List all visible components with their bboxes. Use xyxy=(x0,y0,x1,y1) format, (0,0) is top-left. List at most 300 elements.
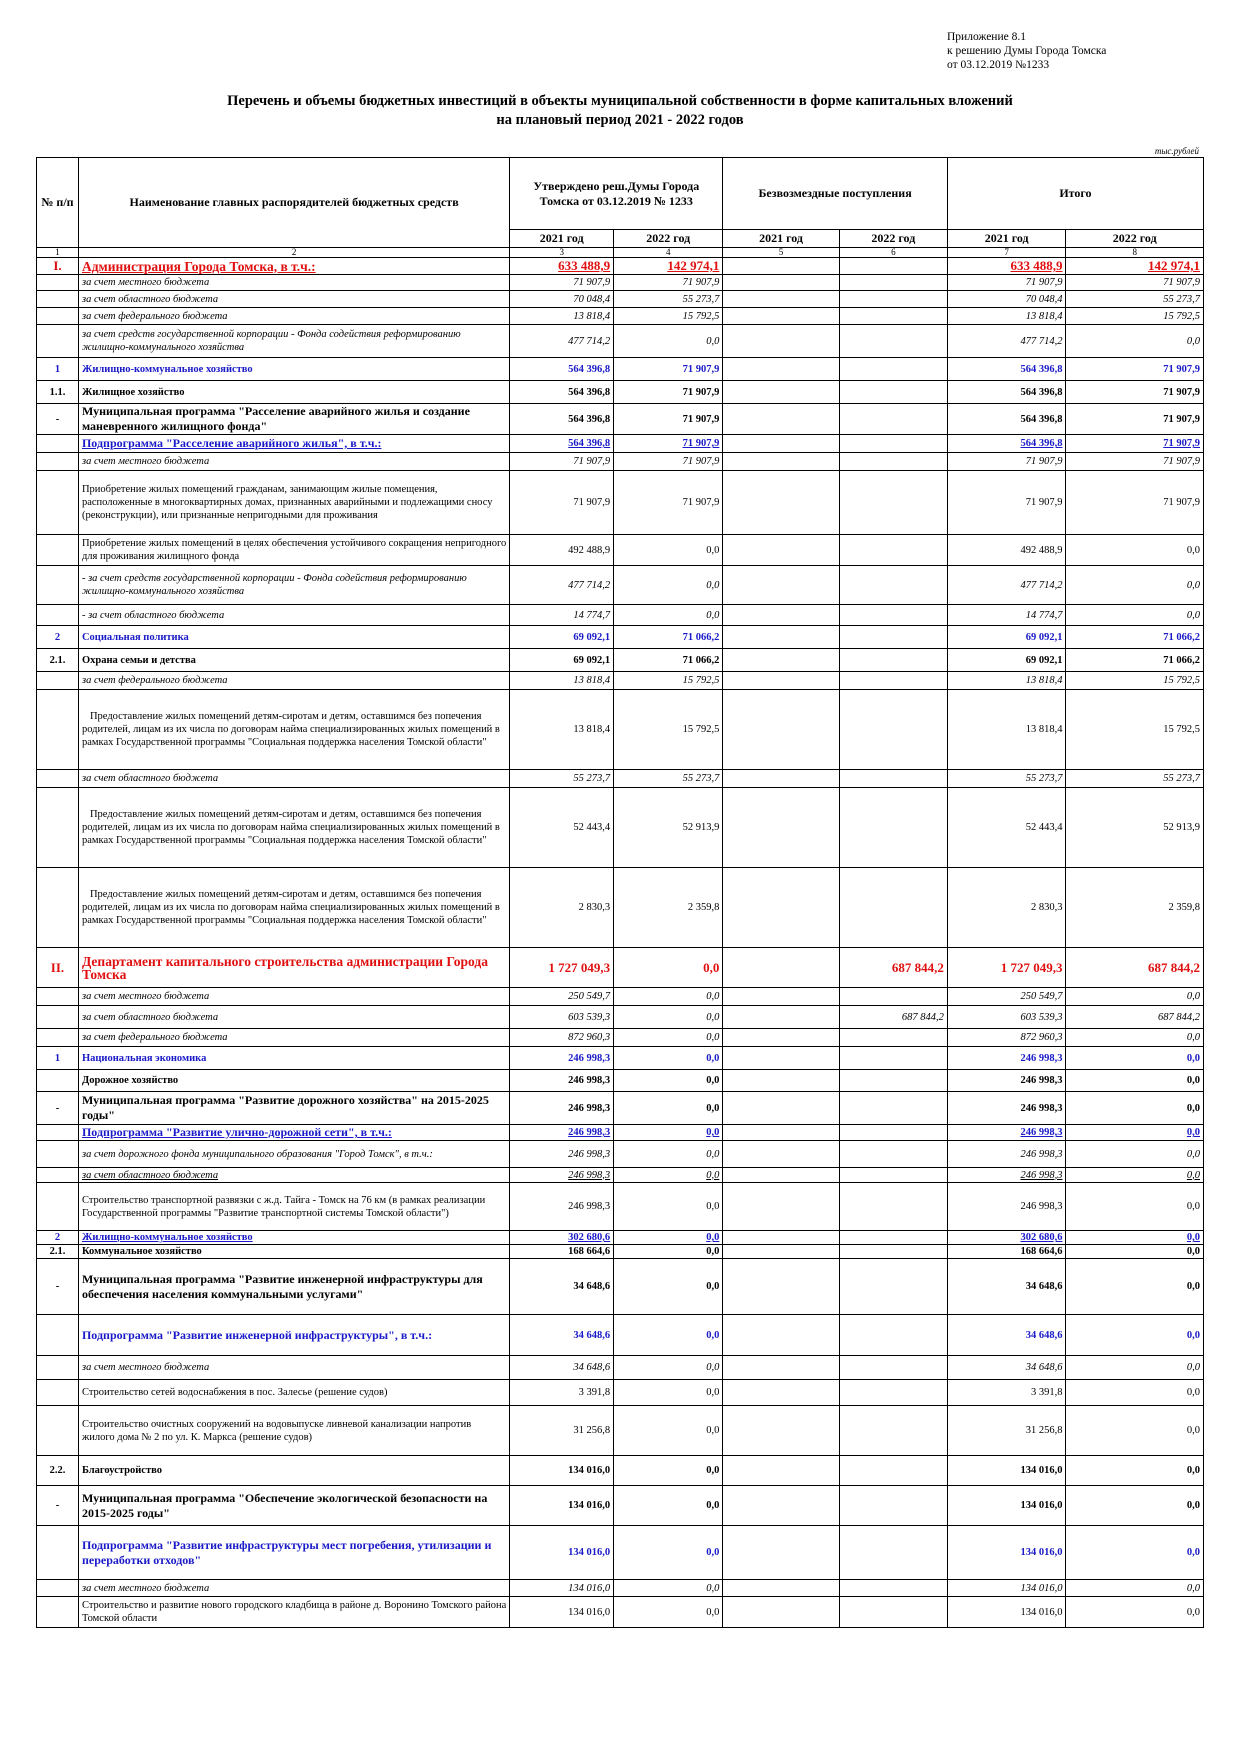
row-value xyxy=(839,381,947,404)
row-number: 2.1. xyxy=(37,1245,79,1259)
row-value xyxy=(723,1125,839,1141)
row-value xyxy=(839,471,947,535)
row-value: 15 792,5 xyxy=(614,690,723,770)
row-value: 71 907,9 xyxy=(614,453,723,471)
row-number xyxy=(37,1380,79,1406)
table-row xyxy=(37,1029,1204,1047)
row-number xyxy=(37,1356,79,1380)
row-value: 71 907,9 xyxy=(614,471,723,535)
row-value: 69 092,1 xyxy=(510,649,614,672)
row-value: 687 844,2 xyxy=(1066,948,1204,988)
table-row xyxy=(37,948,1204,988)
row-value xyxy=(723,1168,839,1183)
row-name: за счет местного бюджета xyxy=(78,275,509,291)
row-value: 71 907,9 xyxy=(947,275,1066,291)
column-index: 1 xyxy=(37,248,79,258)
row-value xyxy=(839,435,947,453)
row-number: 2 xyxy=(37,626,79,649)
row-value xyxy=(839,308,947,325)
row-value: 302 680,6 xyxy=(510,1231,614,1245)
row-name: за счет местного бюджета xyxy=(78,988,509,1006)
row-value xyxy=(839,291,947,308)
row-value xyxy=(723,453,839,471)
row-name: за счет местного бюджета xyxy=(78,1580,509,1597)
row-value: 71 907,9 xyxy=(510,453,614,471)
row-value: 2 359,8 xyxy=(614,868,723,948)
row-value: 2 830,3 xyxy=(947,868,1066,948)
row-value: 55 273,7 xyxy=(947,770,1066,788)
table-row xyxy=(37,1141,1204,1168)
row-value: 134 016,0 xyxy=(947,1456,1066,1486)
row-name: Приобретение жилых помещений гражданам, занимающим жилые помещения, расположенные в многоквартирных домах, признанных аварийными и подлежащими сносу (реконструкции), или признанные непригодными для проживания xyxy=(78,471,509,535)
row-value xyxy=(839,404,947,435)
table-row xyxy=(37,535,1204,566)
header-year: 2021 год xyxy=(947,230,1066,248)
row-value: 246 998,3 xyxy=(510,1092,614,1125)
row-name: - за счет областного бюджета xyxy=(78,605,509,626)
row-name: Подпрограмма "Развитие улично-дорожной сети", в т.ч.: xyxy=(78,1125,509,1141)
row-value: 246 998,3 xyxy=(947,1125,1066,1141)
row-value: 0,0 xyxy=(1066,1125,1204,1141)
row-value: 0,0 xyxy=(614,948,723,988)
table-row xyxy=(37,308,1204,325)
row-value xyxy=(839,1597,947,1628)
row-name: Департамент капитального строительства администрации Города Томска xyxy=(78,948,509,988)
row-value xyxy=(723,1406,839,1456)
row-number xyxy=(37,471,79,535)
row-value: 633 488,9 xyxy=(947,258,1066,275)
row-value: 0,0 xyxy=(614,1125,723,1141)
table-row xyxy=(37,605,1204,626)
row-value: 1 727 049,3 xyxy=(947,948,1066,988)
row-value: 134 016,0 xyxy=(947,1580,1066,1597)
row-number xyxy=(37,605,79,626)
header-year: 2021 год xyxy=(723,230,839,248)
row-value: 302 680,6 xyxy=(947,1231,1066,1245)
table-row xyxy=(37,471,1204,535)
row-value xyxy=(839,1029,947,1047)
row-value: 71 066,2 xyxy=(614,626,723,649)
row-value: 13 818,4 xyxy=(947,690,1066,770)
row-number xyxy=(37,1125,79,1141)
row-value: 0,0 xyxy=(1066,1526,1204,1580)
table-row xyxy=(37,1006,1204,1029)
row-value: 0,0 xyxy=(614,1315,723,1356)
header-grants: Безвозмездные поступления xyxy=(723,158,948,230)
row-name: Строительство очистных сооружений на водовыпуске ливневой канализации напротив жилого дома № 2 по ул. К. Маркса (решение судов) xyxy=(78,1406,509,1456)
row-number xyxy=(37,291,79,308)
row-number xyxy=(37,788,79,868)
row-value: 0,0 xyxy=(614,1597,723,1628)
header-total: Итого xyxy=(947,158,1203,230)
row-value: 246 998,3 xyxy=(947,1183,1066,1231)
row-value: 564 396,8 xyxy=(510,404,614,435)
row-value: 71 907,9 xyxy=(614,381,723,404)
row-value: 71 907,9 xyxy=(947,453,1066,471)
row-value: 142 974,1 xyxy=(1066,258,1204,275)
row-value: 0,0 xyxy=(614,1070,723,1092)
row-value: 0,0 xyxy=(614,1141,723,1168)
row-value xyxy=(839,453,947,471)
row-value xyxy=(723,690,839,770)
row-value xyxy=(839,1380,947,1406)
row-value: 564 396,8 xyxy=(510,381,614,404)
row-value xyxy=(839,988,947,1006)
row-value: 55 273,7 xyxy=(614,770,723,788)
row-name: Дорожное хозяйство xyxy=(78,1070,509,1092)
row-value: 15 792,5 xyxy=(1066,672,1204,690)
row-value: 0,0 xyxy=(1066,605,1204,626)
table-row xyxy=(37,258,1204,275)
row-number xyxy=(37,690,79,770)
row-value xyxy=(839,1070,947,1092)
row-value xyxy=(723,605,839,626)
row-number: - xyxy=(37,1486,79,1526)
row-value xyxy=(723,788,839,868)
table-row xyxy=(37,1125,1204,1141)
row-value: 250 549,7 xyxy=(947,988,1066,1006)
row-value xyxy=(839,1486,947,1526)
row-number xyxy=(37,566,79,605)
row-value: 15 792,5 xyxy=(1066,690,1204,770)
row-value: 0,0 xyxy=(1066,1315,1204,1356)
row-value: 71 907,9 xyxy=(614,435,723,453)
table-row xyxy=(37,788,1204,868)
row-name: Жилищное хозяйство xyxy=(78,381,509,404)
row-number xyxy=(37,988,79,1006)
row-value xyxy=(839,672,947,690)
row-value: 246 998,3 xyxy=(947,1070,1066,1092)
table-row xyxy=(37,626,1204,649)
row-value: 246 998,3 xyxy=(510,1168,614,1183)
table-row xyxy=(37,988,1204,1006)
row-value: 0,0 xyxy=(614,1183,723,1231)
row-value: 0,0 xyxy=(1066,1168,1204,1183)
row-value: 0,0 xyxy=(1066,1580,1204,1597)
row-value: 246 998,3 xyxy=(947,1047,1066,1070)
row-value: 15 792,5 xyxy=(1066,308,1204,325)
table-row xyxy=(37,1356,1204,1380)
row-value: 0,0 xyxy=(614,1245,723,1259)
row-value: 71 066,2 xyxy=(1066,649,1204,672)
row-value xyxy=(839,535,947,566)
row-value: 0,0 xyxy=(1066,1092,1204,1125)
row-value: 0,0 xyxy=(1066,1380,1204,1406)
row-name: Жилищно-коммунальное хозяйство xyxy=(78,358,509,381)
row-name: - за счет средств государственной корпорации - Фонда содействия реформированию жилищно-коммунального хозяйства xyxy=(78,566,509,605)
row-value: 0,0 xyxy=(614,1259,723,1315)
row-value: 246 998,3 xyxy=(510,1070,614,1092)
row-number: 2.1. xyxy=(37,649,79,672)
table-row xyxy=(37,1070,1204,1092)
table-row xyxy=(37,1580,1204,1597)
row-value: 687 844,2 xyxy=(839,948,947,988)
row-value xyxy=(723,1141,839,1168)
row-number: 2.2. xyxy=(37,1456,79,1486)
table-row xyxy=(37,1047,1204,1070)
table-row xyxy=(37,1526,1204,1580)
row-name: Строительство сетей водоснабжения в пос. Залесье (решение судов) xyxy=(78,1380,509,1406)
row-value: 0,0 xyxy=(614,1231,723,1245)
row-number xyxy=(37,435,79,453)
row-name: Муниципальная программа "Развитие дорожного хозяйства" на 2015-2025 годы" xyxy=(78,1092,509,1125)
row-value: 477 714,2 xyxy=(510,566,614,605)
row-value xyxy=(723,1456,839,1486)
row-value: 564 396,8 xyxy=(510,435,614,453)
column-index: 5 xyxy=(723,248,839,258)
document-title xyxy=(90,92,1150,130)
row-value xyxy=(723,1356,839,1380)
table-row xyxy=(37,275,1204,291)
table-row xyxy=(37,1315,1204,1356)
row-value: 0,0 xyxy=(614,1486,723,1526)
row-value: 71 907,9 xyxy=(614,358,723,381)
row-value: 71 907,9 xyxy=(1066,358,1204,381)
row-value xyxy=(839,1092,947,1125)
row-number xyxy=(37,325,79,358)
row-value: 71 907,9 xyxy=(1066,404,1204,435)
row-value xyxy=(723,435,839,453)
row-value xyxy=(723,1029,839,1047)
table-body xyxy=(37,258,1204,1628)
row-value xyxy=(723,1486,839,1526)
row-number xyxy=(37,1183,79,1231)
row-value: 2 830,3 xyxy=(510,868,614,948)
row-value xyxy=(839,1231,947,1245)
row-value: 477 714,2 xyxy=(947,325,1066,358)
row-number xyxy=(37,1406,79,1456)
row-value: 71 066,2 xyxy=(1066,626,1204,649)
row-value: 0,0 xyxy=(1066,1245,1204,1259)
table-row xyxy=(37,1231,1204,1245)
row-value xyxy=(723,1380,839,1406)
row-value xyxy=(723,868,839,948)
row-value xyxy=(839,690,947,770)
row-value xyxy=(723,381,839,404)
row-value: 71 907,9 xyxy=(947,471,1066,535)
row-value: 492 488,9 xyxy=(947,535,1066,566)
row-name: Муниципальная программа "Расселение аварийного жилья и создание маневренного жилищного фонда" xyxy=(78,404,509,435)
row-value xyxy=(723,1183,839,1231)
row-number xyxy=(37,275,79,291)
header-num: № п/п xyxy=(37,158,79,248)
appendix-line-3: от 03.12.2019 №1233 xyxy=(947,59,1050,71)
row-value: 246 998,3 xyxy=(947,1092,1066,1125)
row-value: 0,0 xyxy=(614,1580,723,1597)
row-value: 246 998,3 xyxy=(947,1168,1066,1183)
table-row xyxy=(37,1168,1204,1183)
table-row xyxy=(37,1245,1204,1259)
row-name: Коммунальное хозяйство xyxy=(78,1245,509,1259)
row-value: 0,0 xyxy=(1066,535,1204,566)
row-value xyxy=(723,1580,839,1597)
row-value xyxy=(723,308,839,325)
row-value: 477 714,2 xyxy=(947,566,1066,605)
row-value: 134 016,0 xyxy=(510,1597,614,1628)
row-value xyxy=(839,626,947,649)
row-value: 687 844,2 xyxy=(1066,1006,1204,1029)
header-name: Наименование главных распорядителей бюджетных средств xyxy=(78,158,509,248)
row-number xyxy=(37,770,79,788)
row-value xyxy=(839,1406,947,1456)
row-value xyxy=(723,258,839,275)
column-index: 2 xyxy=(78,248,509,258)
row-value: 0,0 xyxy=(1066,1456,1204,1486)
row-value: 134 016,0 xyxy=(510,1456,614,1486)
row-number xyxy=(37,1029,79,1047)
row-value xyxy=(723,566,839,605)
row-value: 134 016,0 xyxy=(947,1486,1066,1526)
table-row xyxy=(37,1406,1204,1456)
row-value: 0,0 xyxy=(1066,1141,1204,1168)
column-index: 6 xyxy=(839,248,947,258)
row-value xyxy=(723,1597,839,1628)
row-value: 0,0 xyxy=(614,1380,723,1406)
row-value: 134 016,0 xyxy=(510,1580,614,1597)
row-value xyxy=(723,770,839,788)
row-value: 564 396,8 xyxy=(947,404,1066,435)
row-value: 13 818,4 xyxy=(510,308,614,325)
table-row xyxy=(37,453,1204,471)
row-value xyxy=(839,1259,947,1315)
row-value: 246 998,3 xyxy=(510,1047,614,1070)
row-value xyxy=(839,1047,947,1070)
row-value: 0,0 xyxy=(614,1029,723,1047)
row-value: 55 273,7 xyxy=(510,770,614,788)
row-name: за счет областного бюджета xyxy=(78,291,509,308)
row-value: 15 792,5 xyxy=(614,308,723,325)
row-value xyxy=(723,649,839,672)
row-number xyxy=(37,535,79,566)
row-value: 15 792,5 xyxy=(614,672,723,690)
table-row xyxy=(37,1380,1204,1406)
row-value: 34 648,6 xyxy=(947,1259,1066,1315)
row-name: за счет местного бюджета xyxy=(78,453,509,471)
row-name: Муниципальная программа "Развитие инженерной инфраструктуры для обеспечения населения коммунальными услугами" xyxy=(78,1259,509,1315)
row-value: 0,0 xyxy=(614,1092,723,1125)
row-value xyxy=(723,1526,839,1580)
row-name: Строительство транспортной развязки с ж.д. Тайга - Томск на 76 км (в рамках реализации Государственной программы "Развитие транспортной системы Томской области") xyxy=(78,1183,509,1231)
table-row xyxy=(37,1597,1204,1628)
row-value xyxy=(723,1315,839,1356)
row-name: за счет областного бюджета xyxy=(78,1168,509,1183)
row-value: 1 727 049,3 xyxy=(510,948,614,988)
row-value xyxy=(839,275,947,291)
appendix-line-1: Приложение 8.1 xyxy=(947,31,1026,43)
table-row xyxy=(37,1259,1204,1315)
row-value: 55 273,7 xyxy=(614,291,723,308)
appendix-line-2: к решению Думы Города Томска xyxy=(947,45,1107,57)
units-label: тыс.рублей xyxy=(1154,146,1199,156)
row-value: 52 443,4 xyxy=(947,788,1066,868)
row-value: 71 907,9 xyxy=(510,471,614,535)
header-year: 2022 год xyxy=(839,230,947,248)
row-value: 0,0 xyxy=(614,1406,723,1456)
row-value: 246 998,3 xyxy=(510,1183,614,1231)
row-value xyxy=(839,649,947,672)
row-number: 1 xyxy=(37,1047,79,1070)
table-row xyxy=(37,291,1204,308)
row-number xyxy=(37,1526,79,1580)
row-name: Подпрограмма "Развитие инфраструктуры мест погребения, утилизации и переработки отходов" xyxy=(78,1526,509,1580)
row-value: 69 092,1 xyxy=(947,649,1066,672)
row-value: 69 092,1 xyxy=(947,626,1066,649)
row-value: 14 774,7 xyxy=(947,605,1066,626)
row-value: 0,0 xyxy=(1066,1029,1204,1047)
row-value xyxy=(723,1245,839,1259)
row-value xyxy=(723,535,839,566)
row-value xyxy=(723,1006,839,1029)
row-value: 52 913,9 xyxy=(1066,788,1204,868)
row-number xyxy=(37,1006,79,1029)
row-value: 0,0 xyxy=(1066,1183,1204,1231)
row-value xyxy=(839,258,947,275)
row-name: Строительство и развитие нового городского кладбища в районе д. Воронино Томского района Томской области xyxy=(78,1597,509,1628)
row-value xyxy=(723,672,839,690)
row-value xyxy=(839,770,947,788)
row-value: 0,0 xyxy=(1066,1070,1204,1092)
row-value: 70 048,4 xyxy=(947,291,1066,308)
row-value xyxy=(839,1526,947,1580)
row-number xyxy=(37,1597,79,1628)
table-row xyxy=(37,325,1204,358)
row-value: 603 539,3 xyxy=(510,1006,614,1029)
row-value: 34 648,6 xyxy=(947,1315,1066,1356)
row-value: 31 256,8 xyxy=(947,1406,1066,1456)
row-name: Охрана семьи и детства xyxy=(78,649,509,672)
column-index: 4 xyxy=(614,248,723,258)
header-year: 2022 год xyxy=(614,230,723,248)
row-number: 2 xyxy=(37,1231,79,1245)
row-value: 564 396,8 xyxy=(947,358,1066,381)
row-name: за счет федерального бюджета xyxy=(78,1029,509,1047)
column-index: 7 xyxy=(947,248,1066,258)
row-number xyxy=(37,672,79,690)
row-value xyxy=(839,325,947,358)
row-value: 0,0 xyxy=(614,1006,723,1029)
row-value: 34 648,6 xyxy=(510,1259,614,1315)
row-name: Подпрограмма "Расселение аварийного жилья", в т.ч.: xyxy=(78,435,509,453)
row-number: 1 xyxy=(37,358,79,381)
row-number: - xyxy=(37,1259,79,1315)
row-value: 71 907,9 xyxy=(614,275,723,291)
row-value: 0,0 xyxy=(614,1356,723,1380)
row-value: 3 391,8 xyxy=(947,1380,1066,1406)
row-value xyxy=(839,566,947,605)
row-value: 0,0 xyxy=(1066,1356,1204,1380)
row-value xyxy=(723,1231,839,1245)
row-name: за счет местного бюджета xyxy=(78,1356,509,1380)
row-value: 31 256,8 xyxy=(510,1406,614,1456)
title-line-1: Перечень и объемы бюджетных инвестиций в объекты муниципальной собственности в форме капитальных вложений xyxy=(227,93,1013,109)
row-value xyxy=(723,1092,839,1125)
row-value xyxy=(839,1580,947,1597)
row-value: 134 016,0 xyxy=(510,1486,614,1526)
row-value: 71 907,9 xyxy=(1066,381,1204,404)
row-value: 13 818,4 xyxy=(510,690,614,770)
row-value: 0,0 xyxy=(614,535,723,566)
row-value xyxy=(723,1047,839,1070)
row-name: за счет средств государственной корпорации - Фонда содействия реформированию жилищно-коммунального хозяйства xyxy=(78,325,509,358)
row-number: - xyxy=(37,404,79,435)
row-value xyxy=(839,358,947,381)
row-name: за счет областного бюджета xyxy=(78,770,509,788)
row-value xyxy=(723,275,839,291)
row-value: 71 907,9 xyxy=(614,404,723,435)
row-value: 872 960,3 xyxy=(947,1029,1066,1047)
row-number xyxy=(37,1168,79,1183)
row-value: 70 048,4 xyxy=(510,291,614,308)
